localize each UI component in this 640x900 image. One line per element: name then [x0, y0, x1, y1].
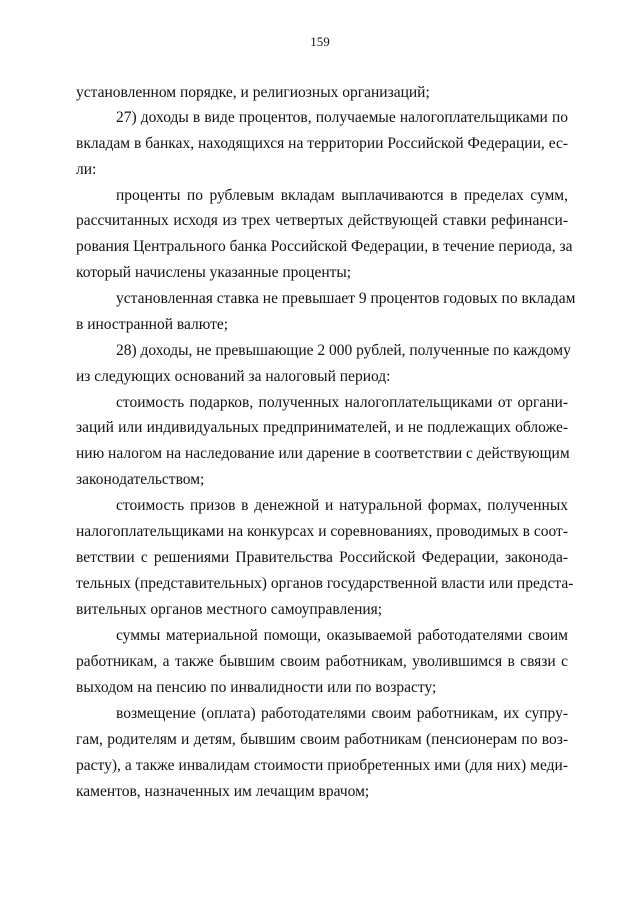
text-line: стоимость подарков, полученных налогоплательщиками от органи- — [116, 394, 568, 411]
text-line: работникам, а также бывшим своим работникам, уволившимся в связи с — [76, 653, 568, 670]
page-number: 159 — [310, 34, 330, 49]
text-line: нию налогом на наследование или дарение в соответствии с действующим — [76, 445, 570, 462]
text-line: гам, родителям и детям, бывшим своим работникам (пенсионерам по воз- — [76, 731, 568, 748]
text-line: тельных (представительных) органов государственной власти или предста- — [76, 575, 574, 592]
text-line: из следующих оснований за налоговый период: — [76, 368, 391, 385]
text-line: заций или индивидуальных предпринимателей, и не подлежащих обложе- — [76, 419, 568, 436]
text-line: вительных органов местного самоуправления; — [76, 601, 383, 618]
text-line: ли: — [76, 161, 97, 178]
text-line: проценты по рублевым вкладам выплачиваются в пределах сумм, — [116, 187, 568, 204]
text-line: стоимость призов в денежной и натуральной формах, полученных — [116, 497, 568, 514]
text-line: который начислены указанные проценты; — [76, 264, 352, 281]
text-line: суммы материальной помощи, оказываемой работодателями своим — [116, 627, 568, 644]
text-line: ветствии с решениями Правительства Российской Федерации, законода- — [76, 549, 568, 566]
text-line: законодательством; — [76, 471, 205, 488]
text-line: вкладам в банках, находящихся на территории Российской Федерации, ес- — [76, 135, 568, 152]
text-line: рования Центрального банка Российской Федерации, в течение периода, за — [76, 238, 573, 255]
text-line: в иностранной валюте; — [76, 316, 229, 333]
text-line: установленном порядке, и религиозных организаций; — [76, 84, 430, 101]
text-line: налогоплательщиками на конкурсах и соревнованиях, проводимых в соот- — [76, 523, 568, 540]
text-line: каментов, назначенных им лечащим врачом; — [76, 783, 370, 800]
text-line: рассчитанных исходя из трех четвертых действующей ставки рефинанси- — [76, 212, 568, 229]
text-line: выходом на пенсию по инвалидности или по возрасту; — [76, 679, 437, 696]
text-line: 27) доходы в виде процентов, получаемые налогоплательщиками по — [116, 109, 568, 126]
text-line: установленная ставка не превышает 9 процентов годовых по вкладам — [116, 290, 576, 307]
text-line: 28) доходы, не превышающие 2 000 рублей, полученные по каждому — [116, 342, 571, 359]
text-line: возмещение (оплата) работодателями своим работникам, их супру- — [116, 705, 568, 722]
text-line: расту), а также инвалидам стоимости приобретенных ими (для них) меди- — [76, 757, 568, 774]
